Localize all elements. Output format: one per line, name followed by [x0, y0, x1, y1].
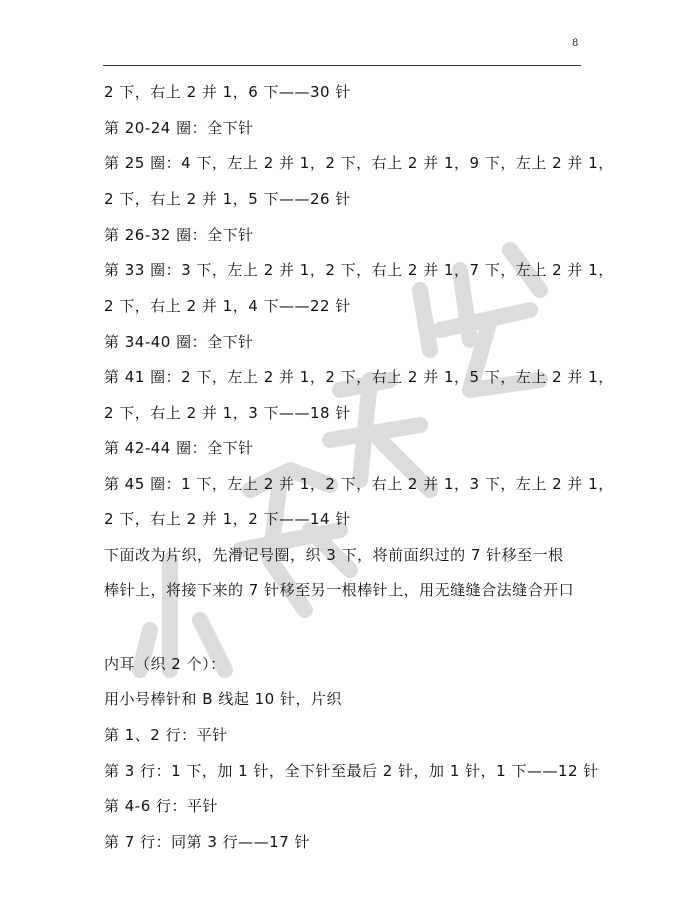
text-line: 第 4-6 行：平针 [104, 797, 219, 815]
text-line: 棒针上，将接下来的 7 针移至另一根棒针上，用无缝缝合法缝合开口 [104, 581, 575, 599]
text-line: 第 25 圈：4 下，左上 2 并 1，2 下，右上 2 并 1，9 下，左上 2 并 1， [104, 154, 614, 172]
text-line: 第 34-40 圈：全下针 [104, 333, 254, 351]
text-line: 第 26-32 圈：全下针 [104, 226, 254, 244]
text-line: 2 下，右上 2 并 1，3 下——18 针 [104, 404, 351, 422]
text-line: 第 33 圈：3 下，左上 2 并 1，2 下，右上 2 并 1，7 下，左上 2 并 1， [104, 261, 614, 279]
text-line: 第 42-44 圈：全下针 [104, 439, 254, 457]
text-line: 2 下，右上 2 并 1，5 下——26 针 [104, 190, 351, 208]
text-line: 第 1、2 行：平针 [104, 726, 228, 744]
text-line: 2 下，右上 2 并 1，4 下——22 针 [104, 297, 351, 315]
text-line: 第 41 圈：2 下，左上 2 并 1，2 下，右上 2 并 1，5 下，左上 2 并 1， [104, 368, 614, 386]
text-line: 第 20-24 圈：全下针 [104, 119, 254, 137]
text-line: 2 下，右上 2 并 1，6 下——30 针 [104, 83, 351, 101]
text-line: 第 3 行：1 下，加 1 针，全下针至最后 2 针，加 1 针，1 下——12 针 [104, 762, 599, 780]
text-line: 用小号棒针和 B 线起 10 针，片织 [104, 690, 342, 708]
text-line: 第 45 圈：1 下，左上 2 并 1，2 下，右上 2 并 1，3 下，左上 2 并 1， [104, 475, 614, 493]
section-heading: 内耳（织 2 个）： [104, 655, 226, 673]
text-line: 第 7 行：同第 3 行——17 针 [104, 833, 311, 851]
header-rule [103, 65, 581, 66]
page-number: 8 [572, 38, 579, 49]
text-line: 下面改为片织，先滑记号圈，织 3 下，将前面织过的 7 针移至一根 [104, 546, 564, 564]
text-line: 2 下，右上 2 并 1，2 下——14 针 [104, 510, 351, 528]
